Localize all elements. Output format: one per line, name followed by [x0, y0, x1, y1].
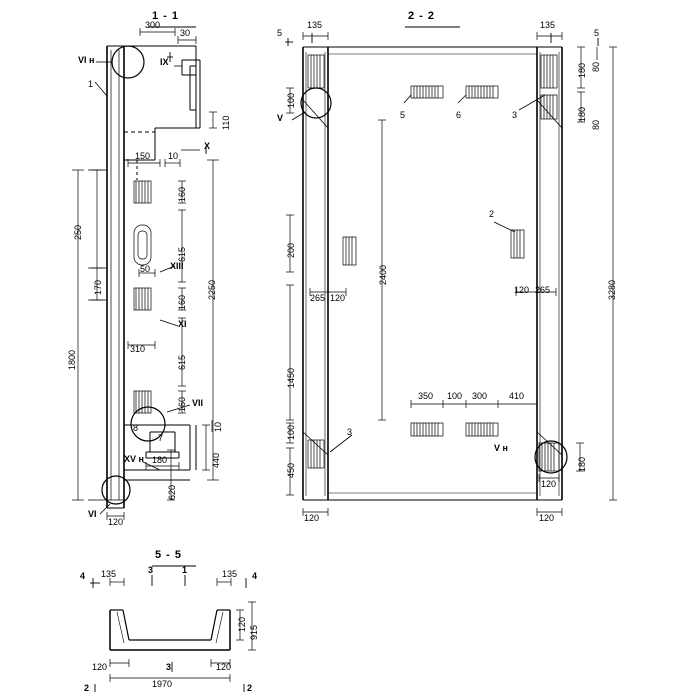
dim22-100-bottom: 100 [286, 424, 296, 440]
view-title-5-5: 5 - 5 [155, 549, 183, 561]
dim22-3280: 3280 [607, 279, 617, 300]
mark-XIII: XIII [170, 261, 184, 271]
dim-160-b: 160 [177, 294, 187, 310]
dim22-350: 350 [418, 391, 434, 401]
dim22-265-l: 265 [310, 293, 326, 303]
dim-top-300: 300 [145, 20, 161, 30]
dim-10-b: 10 [213, 421, 223, 432]
dim22-80a: 80 [591, 61, 601, 72]
item-7: 7 [158, 433, 164, 443]
dim-440: 440 [211, 452, 221, 468]
mark-Vn: V н [494, 443, 508, 453]
dim55-120: 120 [237, 616, 247, 632]
dim55-1970: 1970 [152, 679, 173, 689]
item22-3-top: 3 [512, 110, 518, 120]
dim55-corner-2r: 2 [247, 683, 253, 693]
item-8: 8 [133, 423, 139, 433]
dim-250: 250 [73, 224, 83, 240]
dim-10: 10 [168, 151, 179, 161]
dim22-2400: 2400 [378, 264, 388, 285]
dim55-center-1: 1 [182, 565, 188, 575]
dim55-bottom-3: 3 [166, 662, 172, 672]
dim55-corner-2l: 2 [84, 683, 90, 693]
dim55-bottom-120l: 120 [92, 662, 108, 672]
mark-V: V [277, 113, 284, 123]
mark-VIn: VI н [78, 55, 95, 65]
mark-XI: XI [178, 319, 187, 329]
dim22-right-5: 5 [594, 28, 600, 38]
dim55-right-4: 4 [252, 571, 258, 581]
dim-170: 170 [93, 279, 103, 295]
dim-160-a: 160 [177, 186, 187, 202]
mark-VII: VII [192, 398, 204, 408]
dim-180: 180 [152, 455, 168, 465]
item22-6: 6 [456, 110, 462, 120]
dim55-915: 915 [249, 624, 259, 640]
dim-top-30: 30 [180, 28, 191, 38]
dim22-80b: 80 [591, 119, 601, 130]
dim22-180a: 180 [577, 62, 587, 78]
dim22-120-l: 120 [330, 293, 346, 303]
dim22-100: 100 [447, 391, 463, 401]
mark-X: X [204, 141, 211, 151]
view-title-1-1: 1 - 1 [152, 10, 180, 22]
dim55-center-3: 3 [148, 565, 154, 575]
dim22-450: 450 [286, 462, 296, 478]
dim55-right-135: 135 [222, 569, 238, 579]
dim55-bottom-120r: 120 [216, 662, 232, 672]
item22-5: 5 [400, 110, 406, 120]
dim22-1450: 1450 [286, 367, 296, 388]
dim22-180b: 180 [577, 106, 587, 122]
dim-50: 50 [140, 264, 151, 274]
dim-2250: 2250 [207, 279, 217, 300]
dim22-120-r: 120 [514, 285, 530, 295]
dim-110: 110 [221, 115, 231, 130]
dim22-left-5: 5 [277, 28, 283, 38]
dim-310: 310 [130, 344, 146, 354]
dim22-bottom-120l: 120 [304, 513, 320, 523]
dim22-100-top: 100 [286, 92, 296, 108]
dim55-left-4: 4 [80, 571, 86, 581]
item22-2: 2 [489, 209, 495, 219]
dim22-200: 200 [286, 242, 296, 258]
dim22-120b: 120 [541, 479, 557, 489]
dim-160-c: 160 [177, 396, 187, 412]
dim-bottom-120: 120 [108, 517, 124, 527]
view-title-2-2: 2 - 2 [408, 10, 436, 22]
mark-VI: VI [88, 509, 97, 519]
item-1: 1 [88, 79, 94, 89]
dim22-180bot: 180 [577, 456, 587, 472]
dim-1800: 1800 [67, 349, 77, 370]
dim22-bottom-120r: 120 [539, 513, 555, 523]
dim22-300: 300 [472, 391, 488, 401]
mark-IX: IX [160, 57, 169, 67]
dim-620: 620 [167, 484, 177, 500]
mark-XVn: XV н [124, 454, 144, 464]
dim55-left-135: 135 [101, 569, 117, 579]
dim22-right-135: 135 [540, 20, 556, 30]
dim-150: 150 [135, 151, 151, 161]
dim-615-a: 615 [177, 246, 187, 262]
dim22-265-r: 265 [535, 285, 551, 295]
dim22-410: 410 [509, 391, 525, 401]
dim-615-b: 615 [177, 354, 187, 370]
dim22-left-135: 135 [307, 20, 323, 30]
item22-3-bottom: 3 [347, 427, 353, 437]
